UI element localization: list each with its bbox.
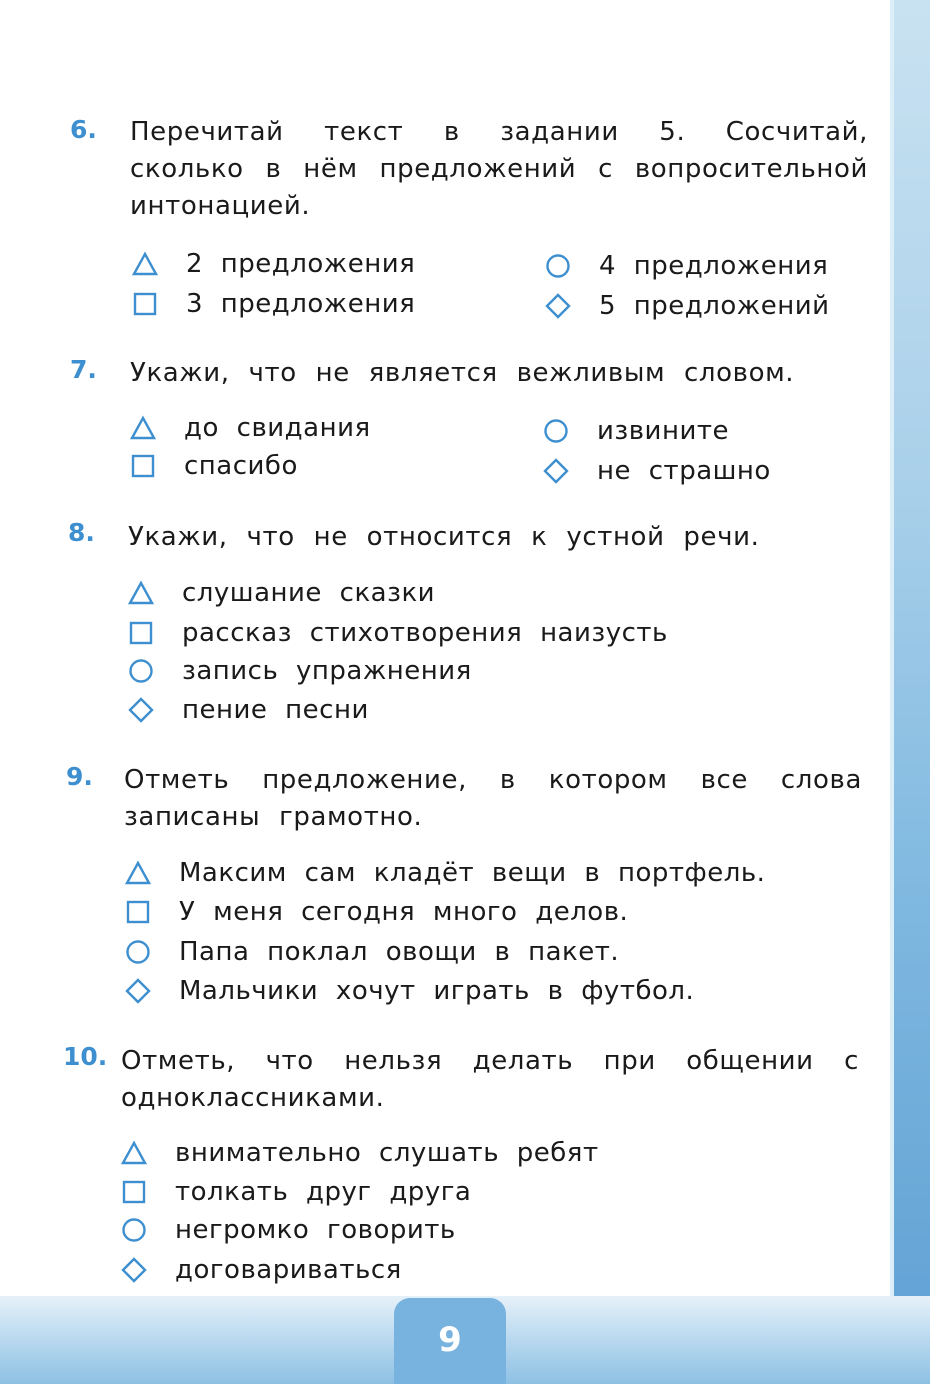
- option-text: спасибо: [184, 451, 298, 481]
- option-triangle[interactable]: [130, 409, 371, 447]
- option-diamond[interactable]: [545, 287, 830, 325]
- option-circle[interactable]: [125, 933, 619, 971]
- task-number: 10.: [63, 1042, 108, 1071]
- circle-icon: [128, 658, 154, 684]
- circle-icon: [545, 253, 571, 279]
- triangle-icon: [128, 580, 154, 606]
- diamond-icon: [121, 1257, 147, 1283]
- triangle-icon: [125, 860, 151, 886]
- option-text: У меня сегодня много делов.: [179, 897, 629, 927]
- square-icon: [128, 620, 154, 646]
- triangle-icon: [130, 415, 156, 441]
- option-square[interactable]: [132, 285, 415, 323]
- option-triangle[interactable]: [125, 854, 765, 892]
- option-text: слушание сказки: [182, 578, 436, 608]
- option-text: запись упражнения: [182, 656, 472, 686]
- option-text: извините: [597, 416, 729, 446]
- option-square[interactable]: [125, 893, 628, 931]
- option-text: внимательно слушать ребят: [175, 1138, 599, 1168]
- option-triangle[interactable]: [121, 1134, 599, 1172]
- option-text: пение песни: [182, 695, 369, 725]
- option-text: 2 предложения: [186, 249, 416, 279]
- option-diamond[interactable]: [543, 452, 771, 490]
- option-diamond[interactable]: [121, 1251, 402, 1289]
- option-text: Мальчики хочут играть в футбол.: [179, 976, 695, 1006]
- decorative-side-band: [890, 0, 930, 1384]
- diamond-icon: [543, 458, 569, 484]
- option-text: до свидания: [184, 413, 371, 443]
- square-icon: [121, 1179, 147, 1205]
- diamond-icon: [545, 293, 571, 319]
- page-number-tab: [394, 1298, 506, 1384]
- option-square[interactable]: [121, 1173, 471, 1211]
- circle-icon: [543, 418, 569, 444]
- option-diamond[interactable]: [125, 972, 694, 1010]
- task-question: Отметь предложение, в котором все слова записаны грамотно.: [124, 765, 862, 832]
- option-square[interactable]: [130, 447, 298, 485]
- circle-icon: [125, 939, 151, 965]
- task-question: Перечитай текст в задании 5. Сосчитай, сколько в нём предложений с вопросительной интонацией.: [130, 117, 868, 221]
- triangle-icon: [132, 251, 158, 277]
- task-question: Укажи, что не относится к устной речи.: [128, 522, 760, 552]
- square-icon: [130, 453, 156, 479]
- option-text: Папа поклал овощи в пакет.: [179, 937, 620, 967]
- circle-icon: [121, 1217, 147, 1243]
- option-diamond[interactable]: [128, 691, 369, 729]
- option-circle[interactable]: [121, 1211, 456, 1249]
- option-circle[interactable]: [543, 412, 729, 450]
- option-text: толкать друг друга: [175, 1177, 472, 1207]
- option-text: рассказ стихотворения наизусть: [182, 618, 668, 648]
- option-circle[interactable]: [128, 652, 472, 690]
- option-text: не страшно: [597, 456, 771, 486]
- option-text: 3 предложения: [186, 289, 416, 319]
- task-number: 8.: [68, 518, 95, 547]
- task-number: 7.: [70, 355, 97, 384]
- task-number: 6.: [70, 115, 97, 144]
- diamond-icon: [125, 978, 151, 1004]
- option-triangle[interactable]: [128, 574, 435, 612]
- option-text: 5 предложений: [599, 291, 830, 321]
- diamond-icon: [128, 697, 154, 723]
- option-square[interactable]: [128, 614, 668, 652]
- option-text: Максим сам кладёт вещи в портфель.: [179, 858, 766, 888]
- square-icon: [125, 899, 151, 925]
- option-text: 4 предложения: [599, 251, 829, 281]
- option-triangle[interactable]: [132, 245, 415, 283]
- task-question: Отметь, что нельзя делать при общении с одноклассниками.: [121, 1046, 859, 1113]
- square-icon: [132, 291, 158, 317]
- option-text: договариваться: [175, 1255, 402, 1285]
- task-number: 9.: [66, 762, 93, 791]
- triangle-icon: [121, 1140, 147, 1166]
- option-circle[interactable]: [545, 247, 828, 285]
- page-number: 9: [438, 1320, 462, 1360]
- option-text: негромко говорить: [175, 1215, 456, 1245]
- task-question: Укажи, что не является вежливым словом.: [130, 358, 795, 388]
